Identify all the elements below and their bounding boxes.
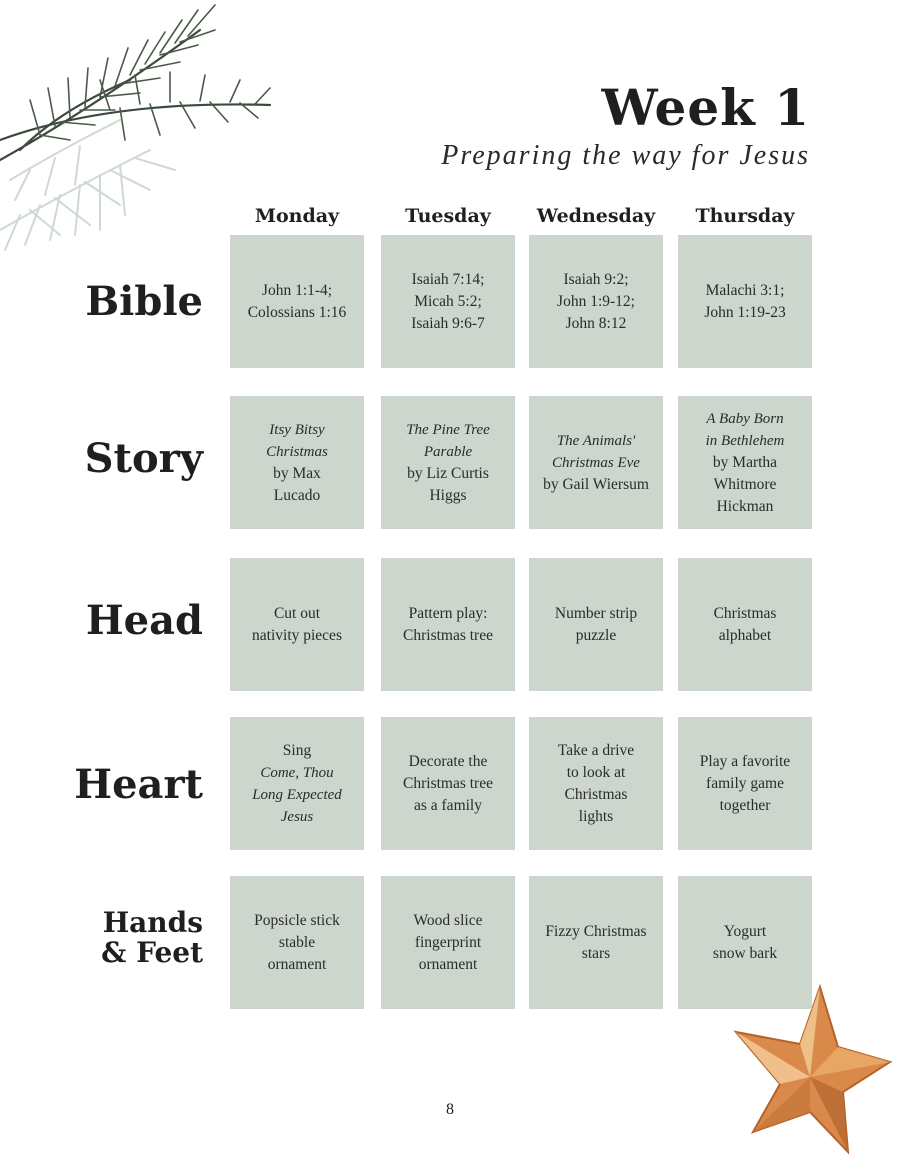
activity-cell <box>678 396 812 529</box>
row-label-line: & Feet <box>101 936 203 969</box>
cell-text-line: Isaiah 9:2; <box>563 270 629 288</box>
cell-text-line: Play a favorite <box>699 752 791 770</box>
cell-text-line: The Animals' <box>556 432 636 449</box>
cell-text-line: Christmas tree <box>403 774 493 792</box>
cell-text-line: to look at <box>566 763 626 781</box>
page-subtitle: Preparing the way for Jesus <box>441 140 810 171</box>
row-label-line: Hands <box>102 906 203 939</box>
cell-text-line: Long Expected <box>252 786 342 803</box>
page-number: 8 <box>446 1101 454 1118</box>
row-label-hands-feet <box>60 908 203 968</box>
cell-text-line: Number strip <box>554 604 638 622</box>
cell-text-line: Pattern play: <box>408 604 488 622</box>
activity-cell <box>678 558 812 691</box>
activity-cell <box>230 396 364 529</box>
cell-text-line: Micah 5:2; <box>414 292 482 310</box>
cell-text-line: Lucado <box>273 486 321 504</box>
cell-text-line: nativity pieces <box>252 626 342 644</box>
cell-text-line: Itsy Bitsy <box>269 421 325 438</box>
cell-text-line: The Pine Tree <box>406 421 490 438</box>
activity-cell <box>381 396 515 529</box>
activity-cell <box>529 876 663 1009</box>
cell-text-line: stable <box>278 933 316 951</box>
cell-text-line: A Baby Born <box>706 410 784 427</box>
day-header-monday: Monday <box>254 205 340 227</box>
cell-text-line: John 8:12 <box>565 314 627 332</box>
cell-text-line: Popsicle stick <box>254 911 340 929</box>
activity-cell <box>529 558 663 691</box>
cell-text-line: Isaiah 9:6-7 <box>411 314 485 332</box>
pine-branch-icon <box>0 0 290 270</box>
cell-text-line: Hickman <box>716 497 774 515</box>
cell-text-line: Isaiah 7:14; <box>411 270 485 288</box>
cell-text-line: Whitmore <box>713 475 777 493</box>
activity-cell <box>529 717 663 850</box>
row-label-head: Head <box>85 597 203 644</box>
cell-text-line: fingerprint <box>414 933 482 951</box>
activity-cell <box>381 558 515 691</box>
cell-text-line: Higgs <box>429 486 467 504</box>
page-title: Week 1 <box>601 78 810 137</box>
cell-text-line: Yogurt <box>723 922 767 940</box>
activity-cell <box>230 876 364 1009</box>
row-label-story: Story <box>84 435 203 482</box>
day-header-tuesday: Tuesday <box>405 205 491 227</box>
activity-cell <box>678 717 812 850</box>
cell-text-line: Colossians 1:16 <box>247 303 347 321</box>
activity-cell <box>381 235 515 368</box>
cell-text-line: by Martha <box>712 453 778 471</box>
cell-text-line: Christmas <box>713 604 777 622</box>
activity-cell <box>381 876 515 1009</box>
cell-text-line: by Gail Wiersum <box>543 475 649 493</box>
activity-cell <box>678 235 812 368</box>
cell-text-line: Decorate the <box>408 752 488 770</box>
cell-text-line: Fizzy Christmas <box>545 922 647 940</box>
cell-text-line: ornament <box>267 955 327 973</box>
cell-text-line: puzzle <box>575 626 617 644</box>
activity-cell <box>230 717 364 850</box>
activity-cell <box>381 717 515 850</box>
activity-cell <box>529 235 663 368</box>
cell-text-line: family game <box>706 774 784 792</box>
cell-text-line: by Max <box>273 464 321 482</box>
cell-text-line: alphabet <box>718 626 772 644</box>
cell-text-line: Come, Thou <box>260 764 334 781</box>
activity-cell <box>230 235 364 368</box>
cell-text-line: Christmas <box>266 443 328 460</box>
cell-text-line: snow bark <box>712 944 778 962</box>
cell-text-line: ornament <box>418 955 478 973</box>
cell-text-line: Cut out <box>273 604 321 622</box>
cell-text-line: in Bethlehem <box>705 432 785 449</box>
cell-text-line: Christmas tree <box>403 626 493 644</box>
activity-cell <box>230 558 364 691</box>
cell-text-line: Jesus <box>280 808 314 825</box>
activity-cell <box>678 876 812 1009</box>
cell-text-line: lights <box>578 807 614 825</box>
cell-text-line: John 1:1-4; <box>261 281 333 299</box>
cell-text-line: Parable <box>423 443 473 460</box>
cell-text-line: Malachi 3:1; <box>705 281 785 299</box>
activity-cell <box>529 396 663 529</box>
cell-text-line: by Liz Curtis <box>407 464 489 482</box>
day-header-thursday: Thursday <box>695 205 795 227</box>
cell-text-line: Christmas Eve <box>552 454 640 471</box>
cell-text-line: as a family <box>413 796 482 814</box>
row-label-heart: Heart <box>74 761 203 808</box>
cell-text-line: Take a drive <box>557 741 635 759</box>
cell-text-line: John 1:19-23 <box>704 303 786 321</box>
cell-text-line: stars <box>581 944 611 962</box>
cell-text-line: Christmas <box>564 785 628 803</box>
cell-text-line: Sing <box>282 741 312 759</box>
cell-text-line: together <box>719 796 771 814</box>
day-header-wednesday: Wednesday <box>536 205 656 227</box>
cell-text-line: John 1:9-12; <box>557 292 635 310</box>
row-label-bible: Bible <box>85 278 203 325</box>
cell-text-line: Wood slice <box>413 911 483 929</box>
